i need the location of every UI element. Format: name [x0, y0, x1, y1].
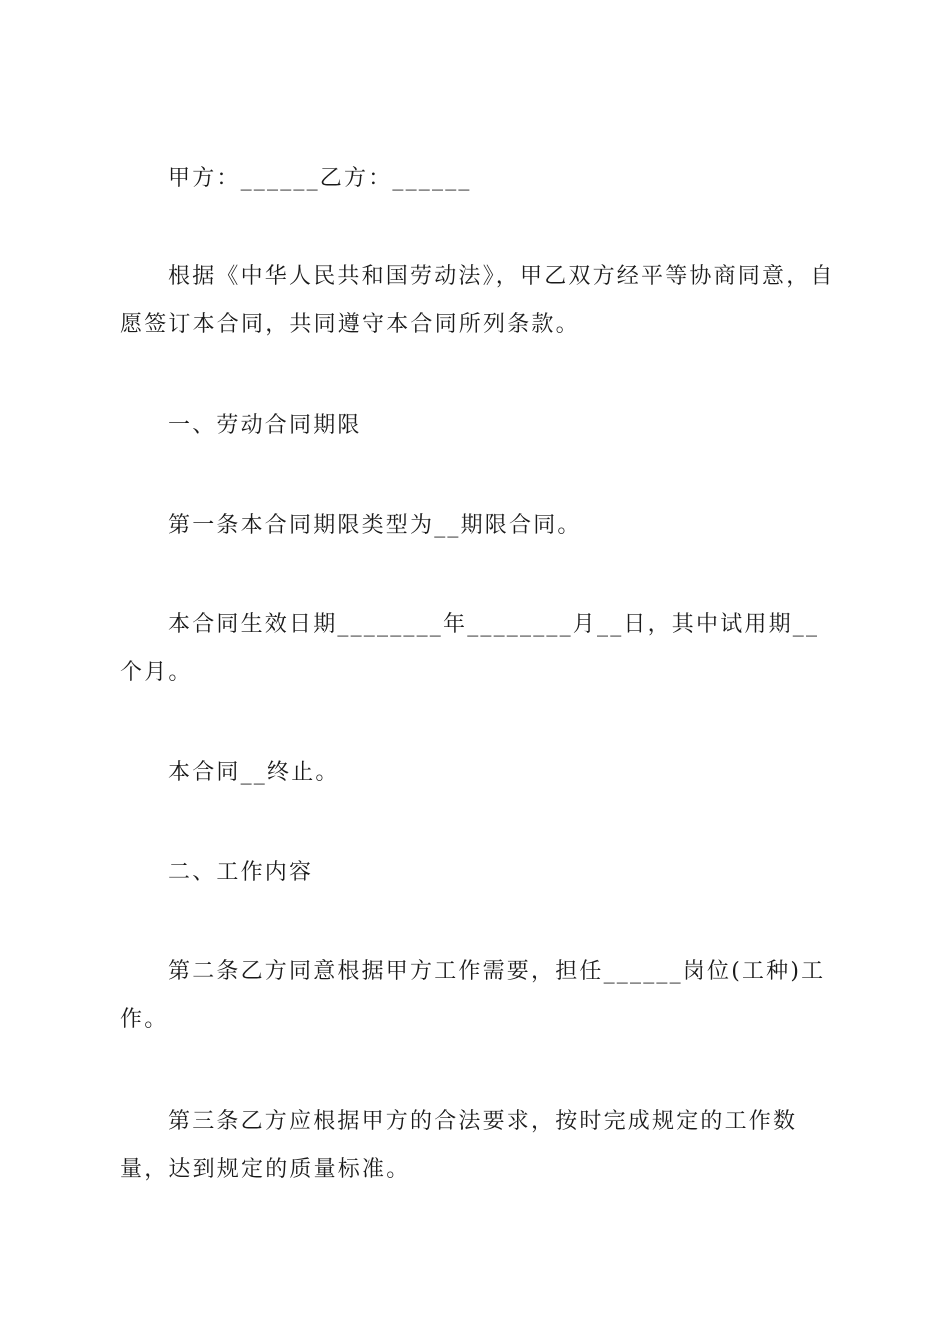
section-heading-contract-term: 一、劳动合同期限	[168, 413, 362, 438]
article-3-paragraph: 第三条乙方应根据甲方的合法要求，按时完成规定的工作数量，达到规定的质量标准。	[120, 1109, 798, 1182]
preamble-paragraph: 根据《中华人民共和国劳动法》，甲乙双方经平等协商同意，自愿签订本合同，共同遵守本合同所列条款。	[120, 264, 835, 337]
article-2-paragraph: 第二条乙方同意根据甲方工作需要，担任______岗位(工种)工作。	[120, 959, 826, 1032]
effective-date-paragraph: 本合同生效日期________年________月__日，其中试用期__个月。	[120, 612, 820, 685]
parties-line: 甲方：______乙方：______	[168, 166, 472, 191]
article-1-paragraph: 第一条本合同期限类型为__期限合同。	[168, 513, 582, 538]
termination-paragraph: 本合同__终止。	[168, 760, 340, 785]
section-heading-work-content: 二、工作内容	[168, 860, 314, 885]
